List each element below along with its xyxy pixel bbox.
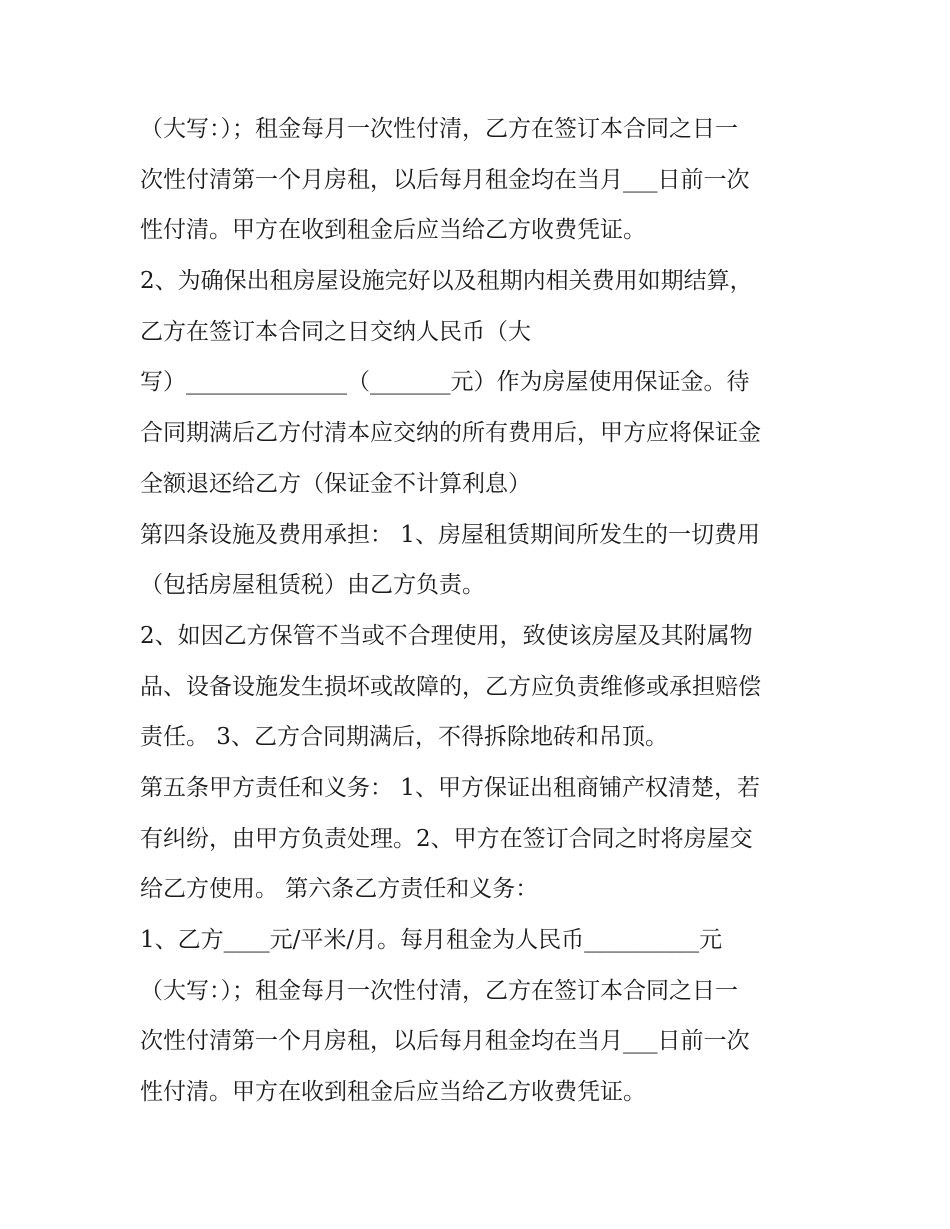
contract-text — [140, 104, 820, 1118]
text-line: 性付清。甲方在收到租金后应当给乙方收费凭证。 — [140, 217, 646, 244]
text-line: 第五条甲方责任和义务： 1、甲方保证出租商铺产权清楚，若 — [140, 774, 760, 801]
text-line: 写）______________（_______元）作为房屋使用保证金。待 — [140, 369, 750, 396]
text-line: 品、设备设施发生损坏或故障的，乙方应负责维修或承担赔偿 — [140, 673, 761, 700]
text-line: 2、为确保出租房屋设施完好以及租期内相关费用如期结算， — [140, 268, 753, 295]
text-line: 给乙方使用。 第六条乙方责任和义务： — [140, 876, 539, 903]
text-line: 乙方在签订本合同之日交纳人民币（大 — [140, 318, 531, 345]
text-line: 全额退还给乙方（保证金不计算利息） — [140, 470, 531, 497]
text-line: （大写：）；租金每月一次性付清，乙方在签订本合同之日一 — [140, 977, 738, 1004]
text-line: 次性付清第一个月房租，以后每月租金均在当月___日前一次 — [140, 166, 750, 193]
text-line: 合同期满后乙方付清本应交纳的所有费用后，甲方应将保证金 — [140, 420, 761, 447]
text-line: 次性付清第一个月房租，以后每月租金均在当月___日前一次 — [140, 1028, 750, 1055]
text-line: 责任。 3、乙方合同期满后，不得拆除地砖和吊顶。 — [140, 724, 668, 751]
text-line: （大写：）；租金每月一次性付清，乙方在签订本合同之日一 — [140, 116, 738, 142]
text-line: 1、乙方____元/平米/月。每月租金为人民币__________元 — [140, 927, 723, 953]
text-line: 性付清。甲方在收到租金后应当给乙方收费凭证。 — [140, 1079, 646, 1106]
text-line: 2、如因乙方保管不当或不合理使用，致使该房屋及其附属物 — [140, 622, 753, 649]
text-line: 第四条设施及费用承担： 1、房屋租赁期间所发生的一切费用 — [140, 521, 760, 548]
text-line: 有纠纷，由甲方负责处理。2、甲方在签订合同之时将房屋交 — [140, 825, 753, 852]
text-line: （包括房屋租赁税）由乙方负责。 — [140, 572, 485, 599]
